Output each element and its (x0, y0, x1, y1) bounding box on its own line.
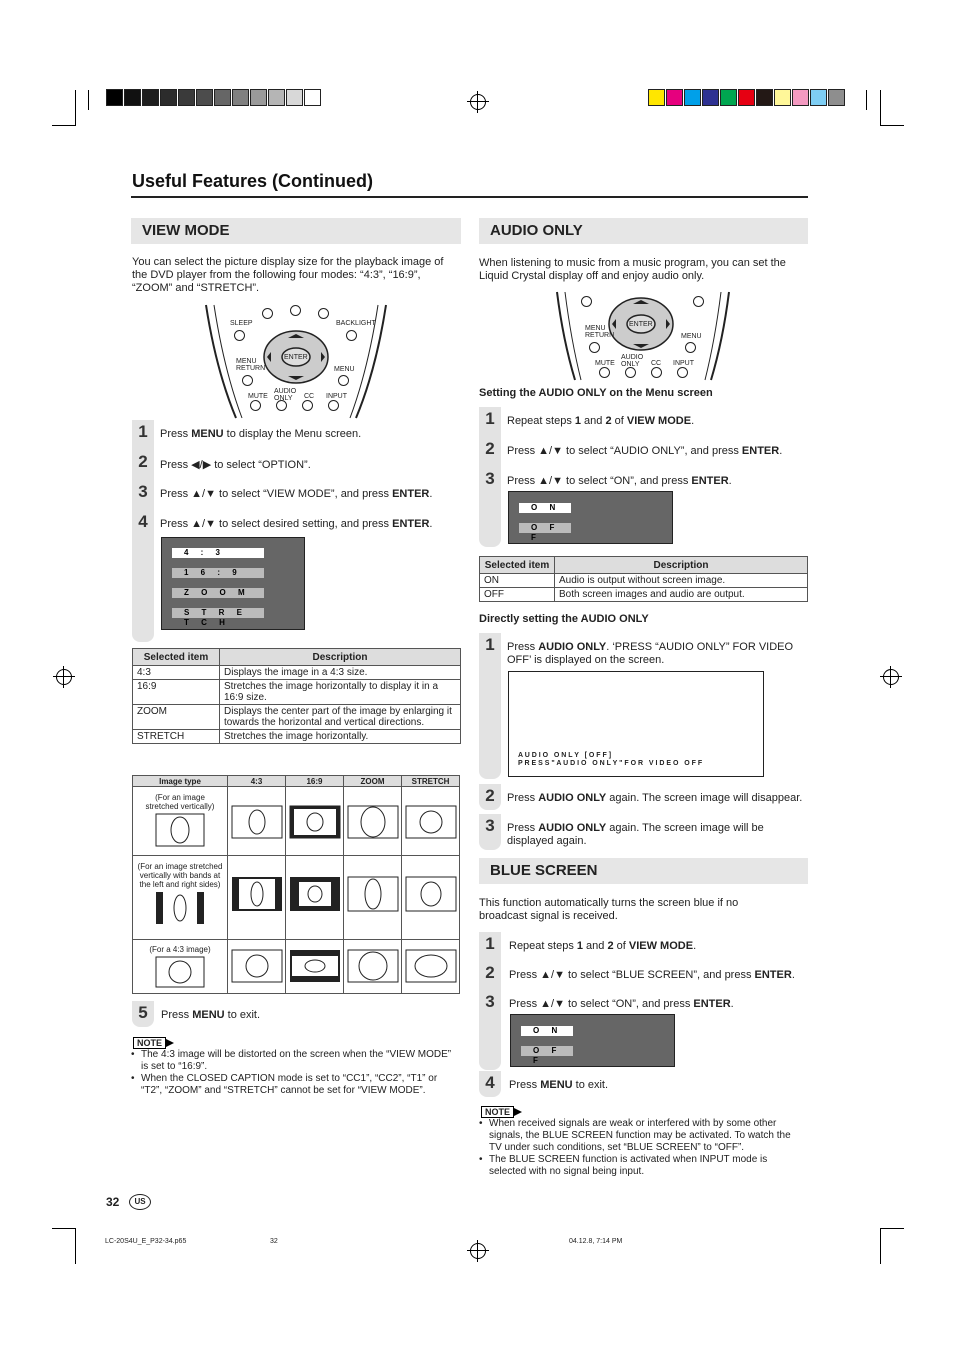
view-mode-table (132, 648, 461, 744)
step-number: 1 (485, 635, 495, 654)
registration-mark-icon (470, 1243, 486, 1259)
step-number: 2 (485, 786, 495, 805)
step-number: 2 (138, 452, 148, 471)
crop-mark (880, 125, 904, 126)
backlight-label: BACKLIGHT (336, 320, 376, 327)
step-text: Press MENU to exit. (509, 1079, 609, 1091)
color-swatch (124, 89, 141, 106)
image-type-label: (For an image stretched vertically) (145, 793, 215, 811)
crop-mark (880, 1228, 904, 1229)
step-number: 2 (485, 439, 495, 458)
mute-label: MUTE (595, 360, 615, 367)
step-number: 1 (485, 409, 495, 428)
color-swatch (666, 89, 683, 106)
color-swatch (684, 89, 701, 106)
registration-mark-icon (470, 94, 486, 110)
note-item: • The 4:3 image will be distorted on the screen when the “VIEW MODE” is set to “16:9”. (131, 1049, 461, 1073)
step-number: 4 (485, 1073, 495, 1092)
image-cell (402, 856, 460, 940)
color-swatch (142, 89, 159, 106)
remote-button (693, 296, 704, 307)
menu-item: 4 : 3 (172, 548, 264, 558)
step-text: Press ▲/▼ to select “ON”, and press ENTER. (509, 998, 734, 1010)
menu-button (685, 342, 696, 353)
table-row (133, 856, 460, 940)
image-thumbnail (347, 805, 399, 839)
note-label: NOTE (133, 1037, 166, 1049)
menu-item: 1 6 : 9 (172, 568, 264, 578)
audio-only-table (479, 556, 808, 602)
column-header: 16:9 (286, 776, 344, 787)
view-mode-notes (131, 1049, 461, 1097)
remote-button (290, 305, 301, 316)
page-title: Useful Features (Continued) (132, 171, 374, 191)
footer-date: 04.12.8, 7:14 PM (569, 1238, 623, 1245)
backlight-button (346, 330, 357, 341)
image-cell (286, 787, 344, 856)
image-type-cell (133, 787, 228, 856)
color-swatch (774, 89, 791, 106)
image-thumbnail (231, 805, 283, 839)
color-swatch (738, 89, 755, 106)
view-mode-heading-bar (131, 218, 461, 244)
table-cell: 4:3 (133, 666, 220, 680)
step-number: 3 (485, 816, 495, 835)
color-swatch (756, 89, 773, 106)
table-row (133, 666, 461, 680)
note-item: • When received signals are weak or interfered with by some other signals, the BLUE SCREEN function may be activated. To watch the TV under such conditions, set “BLUE SCREEN” to “OFF”. (479, 1118, 804, 1154)
remote-button (581, 296, 592, 307)
menu-item: O F F (521, 1046, 573, 1056)
table-cell: STRETCH (133, 730, 220, 744)
menu-label: MENU (681, 333, 702, 340)
step-text: Press ▲/▼ to select desired setting, and press ENTER. (160, 518, 433, 530)
image-thumbnail (289, 876, 341, 912)
image-type-label: (For an image stretched vertically with bands at the left and right sides) (137, 862, 223, 889)
table-row (133, 940, 460, 994)
crop-mark (88, 90, 89, 110)
blue-screen-intro: This function automatically turns the screen blue if no broadcast signal is received. (479, 897, 739, 922)
column-header: Selected item (480, 557, 555, 574)
menu-item: O F F (519, 523, 571, 533)
region-badge: US (129, 1194, 151, 1210)
image-thumbnail (405, 805, 457, 839)
color-swatch (648, 89, 665, 106)
table-cell: Displays the image in a 4:3 size. (220, 666, 461, 680)
title-rule (131, 196, 808, 198)
image-thumbnail (155, 956, 205, 988)
remote-control-illustration (196, 300, 396, 420)
audio-only-label: AUDIO ONLY (274, 388, 297, 402)
column-header: STRETCH (402, 776, 460, 787)
remote-button (318, 308, 329, 319)
remote-button (262, 308, 273, 319)
audio-only-subheading-menu: Setting the AUDIO ONLY on the Menu screen (479, 387, 713, 399)
table-cell: Stretches the image horizontally to display it in a 16:9 size. (220, 680, 461, 705)
image-thumbnail (231, 876, 283, 912)
color-swatch (106, 89, 123, 106)
step-text: Press AUDIO ONLY. ‘PRESS “AUDIO ONLY” FOR VIDEO OFF’ is displayed on the screen. (507, 641, 794, 666)
step-number: 3 (138, 482, 148, 501)
step-number: 1 (138, 422, 148, 441)
table-row (133, 787, 460, 856)
color-swatch (178, 89, 195, 106)
crop-mark (880, 90, 881, 126)
menu-item: S T R E T C H (172, 608, 264, 618)
enter-label: ENTER (284, 354, 308, 361)
menu-button (338, 375, 349, 386)
step-text: Repeat steps 1 and 2 of VIEW MODE. (509, 940, 697, 952)
image-cell (344, 856, 402, 940)
footer-filename: LC-20S4U_E_P32-34.p65 (105, 1238, 187, 1245)
image-thumbnail (289, 805, 341, 839)
image-cell (344, 787, 402, 856)
cc-label: CC (651, 360, 662, 367)
sleep-button (234, 330, 245, 341)
image-type-label: (For a 4:3 image) (149, 945, 211, 954)
audio-only-intro: When listening to music from a music program, you can set the Liquid Crystal display off and enjoy audio only. (479, 257, 786, 282)
remote-control-illustration (543, 290, 739, 382)
column-header: Selected item (133, 649, 220, 666)
cc-button (302, 400, 313, 411)
blue-screen-notes (479, 1118, 804, 1178)
registration-mark-icon (56, 669, 72, 685)
note-item: • When the CLOSED CAPTION mode is set to “CC1”, “CC2”, “T1” or “T2”, “ZOOM” and “STRETCH” cannot be set for “VIEW MODE”. (131, 1073, 461, 1097)
step-text: Repeat steps 1 and 2 of VIEW MODE. (507, 415, 695, 427)
step-text: Press ▲/▼ to select “VIEW MODE”, and press ENTER. (160, 488, 433, 500)
color-swatch (214, 89, 231, 106)
image-type-cell (133, 856, 228, 940)
table-row (133, 705, 461, 730)
crop-mark (866, 90, 867, 110)
blue-screen-heading: BLUE SCREEN (490, 862, 598, 879)
table-row (133, 680, 461, 705)
color-swatch (828, 89, 845, 106)
menu-item: Z O O M (172, 588, 264, 598)
input-label: INPUT (673, 360, 694, 367)
column-header: ZOOM (344, 776, 402, 787)
menu-item: O N (521, 1026, 573, 1036)
color-swatch (720, 89, 737, 106)
image-type-table (132, 775, 460, 994)
step-number: 1 (485, 934, 495, 953)
sleep-label: SLEEP (230, 320, 253, 327)
audio-only-heading-bar (479, 218, 808, 244)
table-cell: Displays the center part of the image by enlarging it towards the horizontal and vertical directions. (220, 705, 461, 730)
step-text: Press MENU to exit. (161, 1009, 261, 1021)
table-cell: OFF (480, 588, 555, 602)
page-number: 32 (106, 1195, 120, 1209)
view-mode-menu-screen (161, 537, 305, 630)
step-number: 5 (138, 1003, 148, 1022)
crop-mark (75, 1228, 76, 1264)
menu-return-label: MENU RETURN (236, 358, 266, 372)
table-cell: 16:9 (133, 680, 220, 705)
color-swatch (810, 89, 827, 106)
crop-mark (52, 125, 76, 126)
table-cell: Both screen images and audio are output. (555, 588, 808, 602)
mute-button (599, 367, 610, 378)
menu-item: O N (519, 503, 571, 513)
table-cell: Audio is output without screen image. (555, 574, 808, 588)
color-swatch (160, 89, 177, 106)
image-cell (228, 856, 286, 940)
image-cell (344, 940, 402, 994)
color-swatch (232, 89, 249, 106)
step-text: Press ◀/▶ to select “OPTION”. (160, 459, 311, 471)
color-swatch (792, 89, 809, 106)
step-text: Press ▲/▼ to select “BLUE SCREEN”, and press ENTER. (509, 969, 795, 981)
audio-only-button (625, 367, 636, 378)
color-swatch (304, 89, 321, 106)
mute-button (250, 400, 261, 411)
image-thumbnail (347, 949, 399, 983)
color-swatch (196, 89, 213, 106)
menu-return-button (589, 342, 600, 353)
table-row (133, 730, 461, 744)
audio-only-menu-screen (508, 491, 673, 544)
image-type-cell (133, 940, 228, 994)
osd-screen (508, 671, 764, 777)
menu-return-button (242, 375, 253, 386)
image-cell (228, 787, 286, 856)
column-header: Description (220, 649, 461, 666)
menu-label: MENU (334, 366, 355, 373)
mute-label: MUTE (248, 393, 268, 400)
table-row (480, 588, 808, 602)
crop-mark (52, 1228, 76, 1229)
image-cell (402, 940, 460, 994)
blue-screen-menu-screen (510, 1014, 675, 1067)
image-thumbnail (155, 891, 205, 925)
step-text: Press MENU to display the Menu screen. (160, 428, 362, 440)
color-swatch (250, 89, 267, 106)
image-cell (402, 787, 460, 856)
cc-label: CC (304, 393, 315, 400)
column-header: Description (555, 557, 808, 574)
input-button (328, 400, 339, 411)
audio-only-heading: AUDIO ONLY (490, 222, 583, 239)
step-number: 2 (485, 963, 495, 982)
column-header: Image type (133, 776, 228, 787)
view-mode-heading: VIEW MODE (142, 222, 230, 239)
audio-only-label: AUDIO ONLY (621, 354, 644, 368)
osd-line: A U D I O O N L Y [ O F F ] (518, 752, 612, 759)
table-row (480, 574, 808, 588)
input-label: INPUT (326, 393, 347, 400)
note-item: • The BLUE SCREEN function is activated when INPUT mode is selected with no signal being input. (479, 1154, 804, 1178)
step-text: Press ▲/▼ to select “AUDIO ONLY”, and press ENTER. (507, 445, 783, 457)
step-text: Press AUDIO ONLY again. The screen image will be displayed again. (507, 822, 764, 847)
cc-button (651, 367, 662, 378)
column-header: 4:3 (228, 776, 286, 787)
step-number: 4 (138, 512, 148, 531)
enter-label: ENTER (629, 321, 653, 328)
image-thumbnail (231, 949, 283, 983)
image-thumbnail (155, 813, 205, 847)
image-thumbnail (347, 876, 399, 912)
audio-only-subheading-direct: Directly setting the AUDIO ONLY (479, 613, 649, 625)
table-cell: Stretches the image horizontally. (220, 730, 461, 744)
color-swatch (268, 89, 285, 106)
color-swatch (286, 89, 303, 106)
footer-page: 32 (270, 1238, 278, 1245)
step-text: Press ▲/▼ to select “ON”, and press ENTER. (507, 475, 732, 487)
blue-screen-heading-bar (479, 858, 808, 884)
step-number: 3 (485, 469, 495, 488)
step-text: Press AUDIO ONLY again. The screen image will disappear. (507, 792, 803, 804)
crop-mark (880, 1228, 881, 1264)
color-swatch (702, 89, 719, 106)
registration-mark-icon (883, 669, 899, 685)
table-cell: ZOOM (133, 705, 220, 730)
osd-line: P R E S S " A U D I O O N L Y " F O R V I D E O O F F (518, 760, 703, 767)
crop-mark (75, 90, 76, 126)
image-cell (286, 856, 344, 940)
table-cell: ON (480, 574, 555, 588)
input-button (677, 367, 688, 378)
image-thumbnail (289, 949, 341, 983)
image-cell (228, 940, 286, 994)
menu-return-label: MENU RETURN (585, 325, 615, 339)
image-cell (286, 940, 344, 994)
note-label: NOTE (481, 1106, 514, 1118)
step-number: 3 (485, 992, 495, 1011)
image-thumbnail (405, 876, 457, 912)
view-mode-intro: You can select the picture display size for the playback image of the DVD player from the following four modes: “4:3”, “16:9”, “ZOOM” and “STRETCH”. (132, 256, 444, 294)
image-thumbnail (405, 949, 457, 983)
